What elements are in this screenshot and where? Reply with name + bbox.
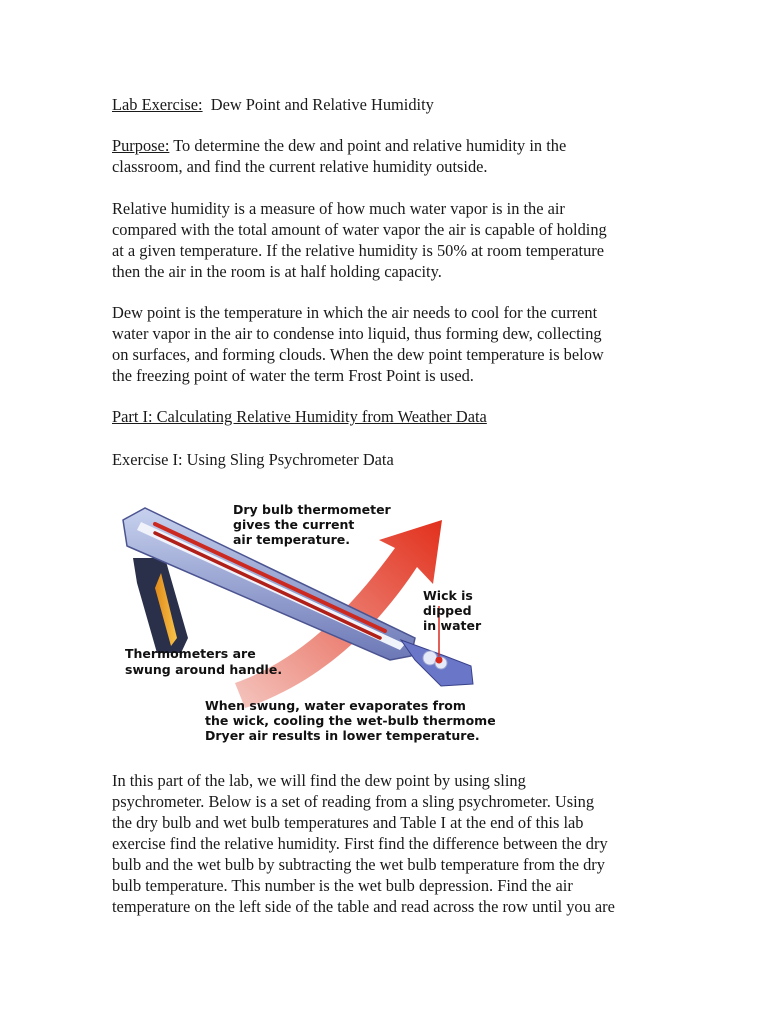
- label-evaporate: [205, 698, 495, 743]
- sling-psychrometer-figure: [115, 488, 495, 748]
- dew-line-2: water vapor in the air to condense into liquid, thus forming dew, collecting: [112, 324, 602, 343]
- label-dry-bulb-line-2: gives the current: [233, 517, 355, 532]
- label-dry-bulb: [233, 502, 392, 547]
- purpose-paragraph: [112, 135, 652, 177]
- exercise1-heading: Exercise I: Using Sling Psychrometer Data: [112, 450, 394, 469]
- relative-humidity-paragraph: [112, 198, 652, 282]
- dew-point-paragraph: [112, 302, 652, 386]
- label-dry-bulb-line-1: Dry bulb thermometer: [233, 502, 391, 517]
- label-swung: [125, 646, 282, 677]
- wet-bulb-thermometer: [155, 533, 380, 638]
- sling-psychrometer-illustration: [115, 488, 495, 748]
- label-swung-line-1: Thermometers are: [125, 646, 256, 661]
- label-dry-bulb-line-3: air temperature.: [233, 532, 351, 547]
- label-wick-line-1: Wick is: [423, 588, 473, 603]
- body-line-4: exercise find the relative humidity. First find the difference between the dry: [112, 834, 608, 853]
- dew-line-1: Dew point is the temperature in which the air needs to cool for the current: [112, 303, 598, 322]
- label-swung-line-2: swung around handle.: [125, 662, 283, 677]
- purpose-line-2: classroom, and find the current relative humidity outside.: [112, 157, 488, 176]
- label-wick-line-2: dipped: [423, 603, 472, 618]
- instructions-paragraph: [112, 770, 652, 917]
- part1-heading: Part I: Calculating Relative Humidity from Weather Data: [112, 407, 487, 426]
- label-evaporate-line-3: Dryer air results in lower temperature.: [205, 728, 480, 743]
- dew-line-3: on surfaces, and forming clouds. When the dew point temperature is below: [112, 345, 604, 364]
- purpose-line-1: To determine the dew and point and relative humidity in the: [173, 136, 567, 155]
- body-line-3: the dry bulb and wet bulb temperatures and Table I at the end of this lab: [112, 813, 584, 832]
- body-line-7: temperature on the left side of the table and read across the row until you are: [112, 897, 615, 916]
- rh-line-1: Relative humidity is a measure of how much water vapor is in the air: [112, 199, 565, 218]
- body-line-6: bulb temperature. This number is the wet bulb depression. Find the air: [112, 876, 573, 895]
- lab-title-text: Dew Point and Relative Humidity: [210, 95, 434, 114]
- rh-line-3: at a given temperature. If the relative humidity is 50% at room temperature: [112, 241, 604, 260]
- label-wick: [423, 588, 482, 633]
- dew-line-4: the freezing point of water the term Frost Point is used.: [112, 366, 474, 385]
- label-wick-line-3: in water: [423, 618, 482, 633]
- label-evaporate-line-1: When swung, water evaporates from: [205, 698, 466, 713]
- lab-title-label: Lab Exercise:: [112, 95, 203, 114]
- lab-title: [112, 94, 652, 115]
- body-line-1: In this part of the lab, we will find the dew point by using sling: [112, 771, 526, 790]
- body-line-5: bulb and the wet bulb by subtracting the wet bulb temperature from the dry: [112, 855, 605, 874]
- rh-line-2: compared with the total amount of water vapor the air is capable of holding: [112, 220, 607, 239]
- label-evaporate-line-2: the wick, cooling the wet-bulb thermometer.: [205, 713, 495, 728]
- purpose-label: Purpose:: [112, 136, 170, 155]
- rh-line-4: then the air in the room is at half holding capacity.: [112, 262, 442, 281]
- body-line-2: psychrometer. Below is a set of reading from a sling psychrometer. Using: [112, 792, 595, 811]
